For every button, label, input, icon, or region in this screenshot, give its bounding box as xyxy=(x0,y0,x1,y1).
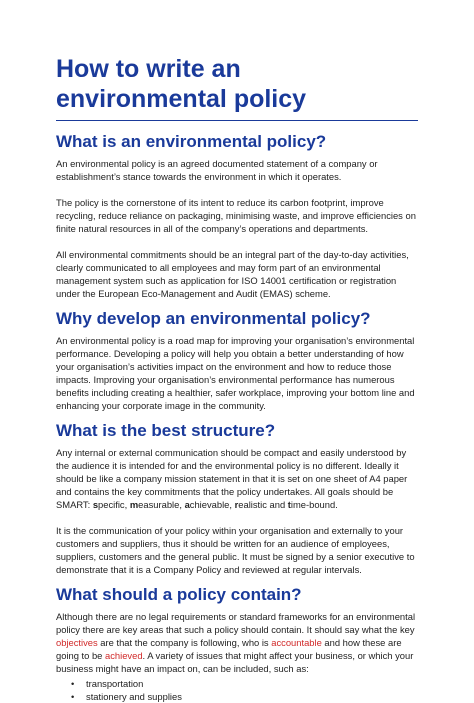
section4-paragraph-1 xyxy=(56,610,418,675)
smart-letter-t: t xyxy=(287,499,291,510)
smart-rest-t: ime-bound. xyxy=(290,499,338,510)
smart-letter-a: a xyxy=(184,499,190,510)
section4-text-a: Although there are no legal requirements or standard frameworks for an environmental policy there are key areas that such a policy should contain. It should say what the key xyxy=(56,611,416,635)
issues-list xyxy=(56,677,418,703)
section4-text-c: and how these are going to be xyxy=(56,637,402,661)
keyword-achieved: achieved xyxy=(105,650,143,661)
bullet-icon: • xyxy=(71,678,75,689)
keyword-objectives: objectives xyxy=(56,637,98,648)
section1-paragraph-3: All environmental commitments should be an integral part of the day-to-day activities, clearly communicated to all employees and may form part of an environmental management system such as application for ISO 14001 certification or registration under the European Eco-Management and Audit (EMAS) scheme. xyxy=(56,249,409,299)
list-item xyxy=(56,690,418,703)
list-item-label: stationery and supplies xyxy=(86,691,182,702)
list-item xyxy=(56,677,418,690)
section-heading-contain: What should a policy contain? xyxy=(56,585,302,604)
section-heading-structure: What is the best structure? xyxy=(56,421,276,440)
section-heading-what-is: What is an environmental policy? xyxy=(56,132,327,151)
section4-text-d: . A variety of issues that might affect your business, or which your business might have an impact on, can be included, such as: xyxy=(56,650,414,674)
smart-letter-m: m xyxy=(129,499,139,510)
section3-paragraph-1-text: Any internal or external communication should be compact and easily understood by the audience it is intended for and the environmental policy is no different. Ideally it should be like a company mission statement in that it is set on one sheet of A4 paper and contains the key commitments that the policy undertakes. All goals should be SMART: xyxy=(56,447,408,510)
smart-rest-r: ealistic and xyxy=(238,499,288,510)
section4-text-b: are that the company is following, who is xyxy=(97,637,272,648)
smart-rest-a: chievable, xyxy=(189,499,235,510)
section-heading-why-develop: Why develop an environmental policy? xyxy=(56,309,371,328)
section3-paragraph-2: It is the communication of your policy within your organisation and externally to your customers and suppliers, thus it should be written for an audience of employees, suppliers, customers and the general public. It must be signed by a senior executive to demonstrate that it is a Company Policy and reviewed at regular intervals. xyxy=(56,525,415,575)
section3-paragraph-1 xyxy=(56,446,418,511)
smart-rest-m: easurable, xyxy=(138,499,185,510)
section1-paragraph-1: An environmental policy is an agreed documented statement of a company or establishment’s stance towards the environment in which it operates. xyxy=(56,158,378,182)
bullet-icon: • xyxy=(71,691,75,702)
smart-letter-s: s xyxy=(92,499,99,510)
section1-paragraph-2: The policy is the cornerstone of its intent to reduce its carbon footprint, improve recycling, reduce reliance on packaging, minimising waste, and improve efficiencies on finite natural resources in all of the company’s operations and departments. xyxy=(56,197,416,234)
page-title: How to write an environmental policy xyxy=(56,55,307,113)
smart-rest-s: pecific, xyxy=(98,499,130,510)
section2-paragraph-1: An environmental policy is a road map for improving your organisation’s environmental performance. Developing a policy will help you obtain a better understanding of how your organisation’s activities impact on the environment and how to reduce those impacts. Improving your organisation’s environmental performance has numerous benefits including creating a healthier, safer workplace, improving your bottom line and enhancing your corporate image in the community. xyxy=(56,335,415,411)
list-item-label: transportation xyxy=(86,678,144,689)
smart-letter-r: r xyxy=(234,499,239,510)
keyword-accountable: accountable xyxy=(271,637,322,648)
title-divider xyxy=(56,120,418,121)
